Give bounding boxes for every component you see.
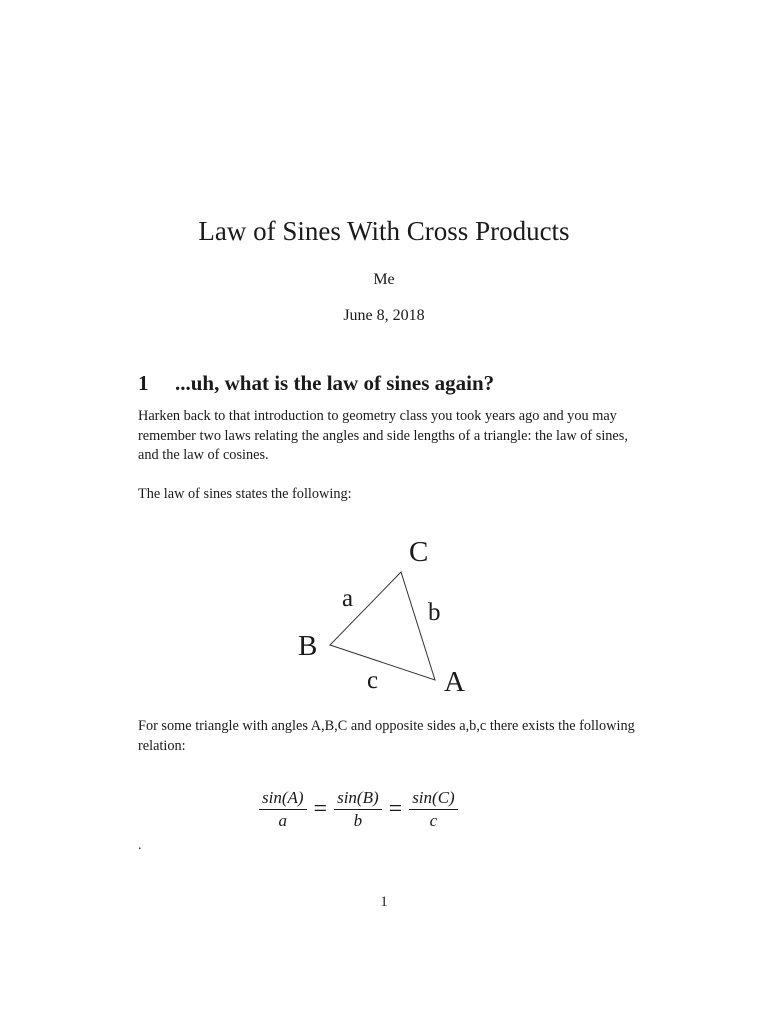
vertex-label-c: C [409, 536, 429, 568]
law-statement-paragraph: The law of sines states the following: [138, 486, 352, 502]
side-label-c: c [367, 667, 379, 694]
fraction-sin-c [409, 788, 458, 831]
fraction-bar [409, 809, 458, 810]
denominator-b: b [353, 810, 363, 830]
equals-sign: = [388, 796, 403, 822]
numerator-sin-c: sin(C) [412, 787, 455, 807]
side-label-a: a [342, 585, 354, 612]
vertex-label-a: A [444, 666, 465, 698]
section-title: ...uh, what is the law of sines again? [175, 371, 495, 395]
fraction-sin-b [334, 788, 382, 831]
fraction-bar [334, 809, 382, 810]
law-of-sines-equation [256, 784, 516, 834]
triangle-diagram [280, 528, 490, 700]
fraction-bar [259, 809, 307, 810]
numerator-sin-a: sin(A) [262, 787, 304, 807]
fraction-sin-a [259, 788, 307, 831]
vertex-label-b: B [298, 630, 318, 662]
document-date: June 8, 2018 [343, 307, 425, 324]
section-heading [138, 368, 494, 398]
side-label-b: b [428, 599, 441, 626]
trailing-period: . [138, 838, 142, 853]
denominator-a: a [278, 810, 288, 830]
relation-paragraph: For some triangle with angles A,B,C and opposite sides a,b,c there exists the following relation: [138, 718, 635, 754]
equals-sign: = [313, 796, 328, 822]
document-author: Me [373, 271, 395, 288]
denominator-c: c [429, 810, 438, 830]
page-number: 1 [380, 894, 388, 910]
document-title: Law of Sines With Cross Products [198, 216, 570, 246]
intro-paragraph: Harken back to that introduction to geometry class you took years ago and you may remember two laws relating the angles and side lengths of a triangle: the law of sines, and the law of cosines. [138, 408, 628, 463]
numerator-sin-b: sin(B) [337, 787, 379, 807]
section-number: 1 [138, 371, 149, 395]
